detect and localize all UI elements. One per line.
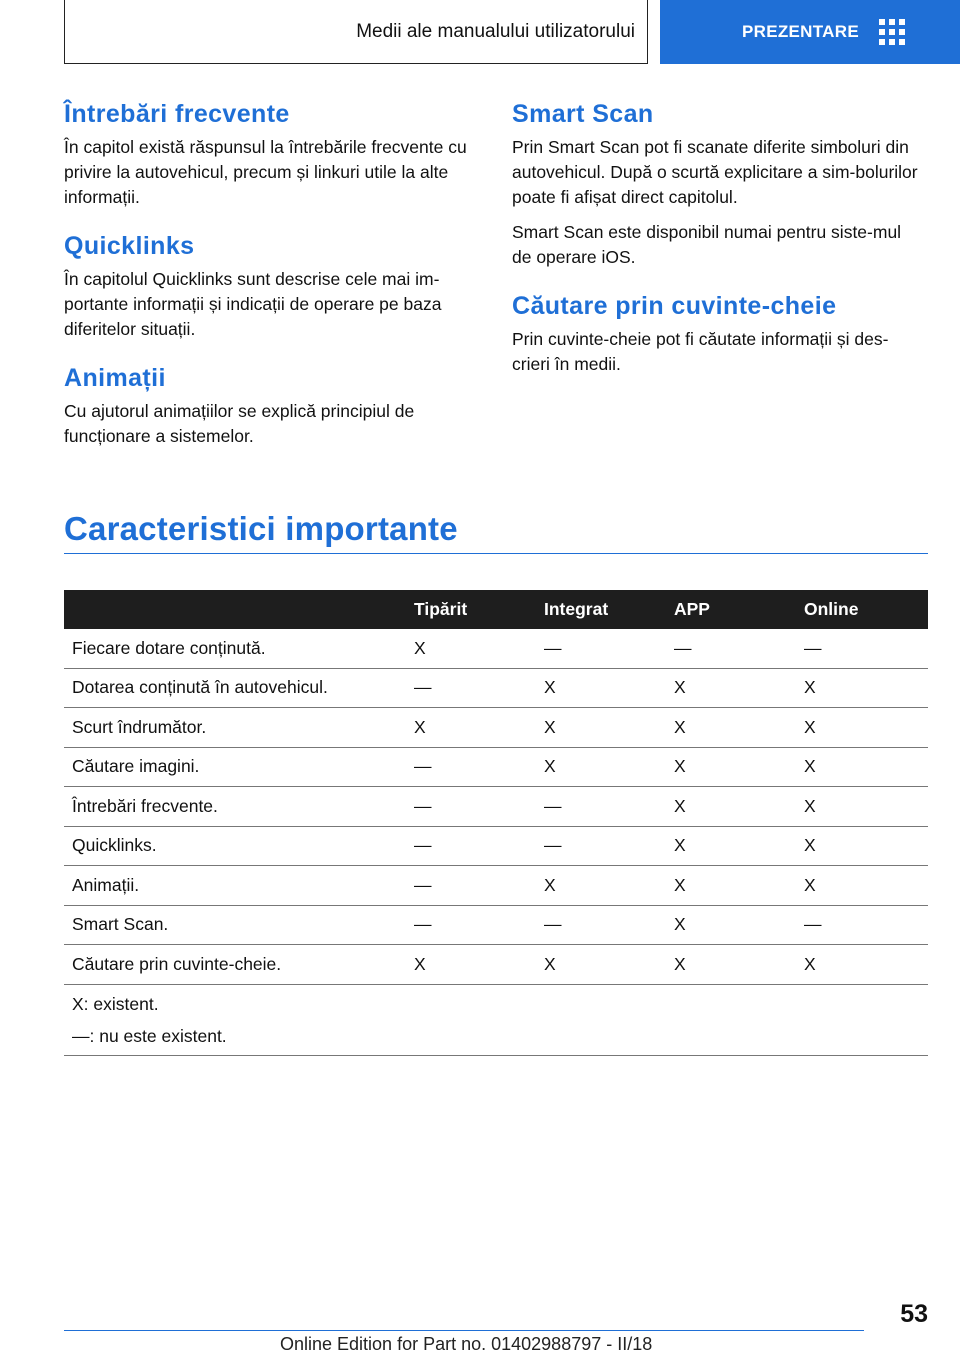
table-header-row <box>64 590 928 629</box>
section-text-smart-scan-1: Prin Smart Scan pot fi scanate diferite simboluri din autovehicul. După o scurtă explicitare a sim-bolurilor poate fi afișat direct capitolul. <box>512 137 918 207</box>
features-title: Caracteristici importante <box>64 510 458 547</box>
availability-mark: — <box>406 866 536 906</box>
feature-label: Dotarea conținută în autovehicul. <box>64 668 406 708</box>
availability-mark: X <box>536 866 666 906</box>
availability-mark: X <box>666 945 796 985</box>
section-text-animations: Cu ajutorul animațiilor se explică principiul de funcționare a sistemelor. <box>64 401 415 446</box>
legend-missing: —: nu este existent. <box>72 1025 227 1046</box>
column-header: Integrat <box>536 590 666 629</box>
availability-mark: X <box>666 708 796 748</box>
footer-divider <box>64 1330 864 1331</box>
section-text-smart-scan-2: Smart Scan este disponibil numai pentru siste-mul de operare iOS. <box>512 222 902 267</box>
section-title-smart-scan: Smart Scan <box>512 100 654 128</box>
breadcrumb-label: Medii ale manualului utilizatorului <box>356 20 635 42</box>
availability-mark: — <box>536 629 666 668</box>
legend-cell <box>64 984 928 1055</box>
column-header: Online <box>796 590 928 629</box>
availability-mark: X <box>666 826 796 866</box>
right-column <box>512 100 924 399</box>
availability-mark: X <box>406 629 536 668</box>
column-header: APP <box>666 590 796 629</box>
section-tab[interactable] <box>660 0 960 64</box>
table-row <box>64 708 928 748</box>
feature-label: Animații. <box>64 866 406 906</box>
features-table <box>64 590 928 1056</box>
availability-mark: X <box>796 826 928 866</box>
availability-mark: — <box>406 668 536 708</box>
availability-mark: X <box>666 905 796 945</box>
section-text-keyword-search: Prin cuvinte-cheie pot fi căutate informații și des-crieri în medii. <box>512 329 889 374</box>
section-text-faq: În capitol există răspunsul la întrebările frecvente cu privire la autovehicul, precum și linkuri utile la alte informații. <box>64 137 467 207</box>
availability-mark: X <box>666 866 796 906</box>
availability-mark: X <box>536 747 666 787</box>
availability-mark: X <box>796 787 928 827</box>
section-title-keyword-search: Căutare prin cuvinte-cheie <box>512 292 837 320</box>
availability-mark: X <box>406 708 536 748</box>
table-row <box>64 629 928 668</box>
availability-mark: — <box>406 787 536 827</box>
feature-label: Scurt îndrumător. <box>64 708 406 748</box>
title-divider <box>64 553 928 554</box>
section-text-quicklinks: În capitolul Quicklinks sunt descrise cele mai im-portante informații și indicații de operare pe baza diferitelor situații. <box>64 269 442 339</box>
legend-row <box>64 984 928 1055</box>
availability-mark: — <box>796 629 928 668</box>
feature-label: Fiecare dotare conținută. <box>64 629 406 668</box>
availability-mark: — <box>536 826 666 866</box>
availability-mark: X <box>666 668 796 708</box>
availability-mark: X <box>796 945 928 985</box>
availability-mark: X <box>406 945 536 985</box>
page-number: 53 <box>900 1300 928 1328</box>
table-row <box>64 668 928 708</box>
availability-mark: — <box>796 905 928 945</box>
feature-label: Smart Scan. <box>64 905 406 945</box>
feature-label: Quicklinks. <box>64 826 406 866</box>
grid-menu-icon[interactable] <box>879 19 905 45</box>
column-header: Tipărit <box>406 590 536 629</box>
availability-mark: X <box>796 866 928 906</box>
table-row <box>64 866 928 906</box>
table-row <box>64 945 928 985</box>
availability-mark: X <box>666 747 796 787</box>
edition-text: Online Edition for Part no. 01402988797 - II/18 <box>280 1334 653 1354</box>
feature-label: Căutare prin cuvinte-cheie. <box>64 945 406 985</box>
availability-mark: — <box>406 747 536 787</box>
availability-mark: X <box>536 945 666 985</box>
availability-mark: X <box>796 747 928 787</box>
legend-existent: X: existent. <box>72 993 159 1014</box>
feature-label: Căutare imagini. <box>64 747 406 787</box>
availability-mark: — <box>406 905 536 945</box>
table-row <box>64 905 928 945</box>
section-label: PREZENTARE <box>742 22 859 41</box>
header-breadcrumb <box>64 0 648 64</box>
table-row <box>64 787 928 827</box>
left-column <box>64 100 476 471</box>
table-row <box>64 826 928 866</box>
availability-mark: X <box>536 668 666 708</box>
table-row <box>64 747 928 787</box>
availability-mark: X <box>796 708 928 748</box>
feature-label: Întrebări frecvente. <box>64 787 406 827</box>
column-header <box>64 590 406 629</box>
availability-mark: — <box>536 905 666 945</box>
availability-mark: X <box>796 668 928 708</box>
availability-mark: — <box>536 787 666 827</box>
availability-mark: — <box>406 826 536 866</box>
availability-mark: X <box>666 787 796 827</box>
section-title-quicklinks: Quicklinks <box>64 232 195 260</box>
section-title-faq: Întrebări frecvente <box>64 100 290 128</box>
availability-mark: X <box>536 708 666 748</box>
section-title-animations: Animații <box>64 364 166 392</box>
availability-mark: — <box>666 629 796 668</box>
